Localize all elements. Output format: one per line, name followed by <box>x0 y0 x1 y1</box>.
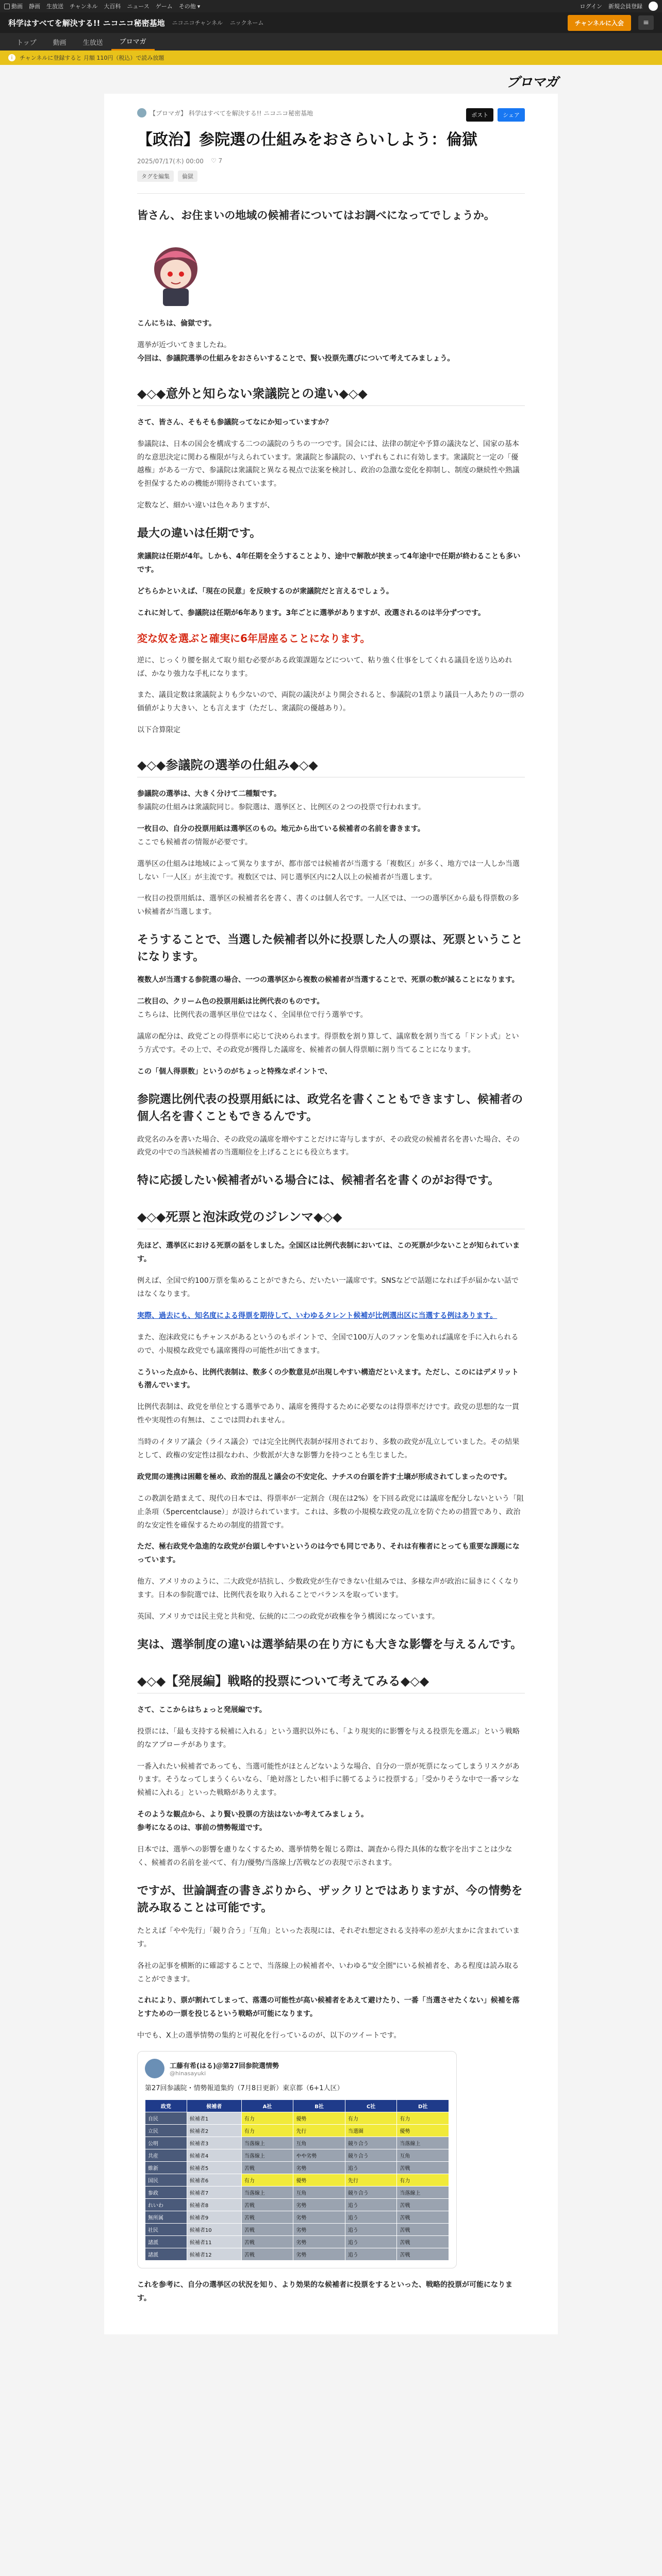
table-row <box>145 2149 449 2161</box>
table-cell: 国民 <box>145 2174 187 2186</box>
emphasis-heading: 最大の違いは任期です。 <box>137 527 261 540</box>
paragraph: 政党間の連携は困難を極め、政治的混乱と議会の不安定化、ナチスの台頭を許す土壌が形成されてしまったのです。 <box>137 1472 511 1481</box>
menu-icon[interactable]: ≡ <box>638 15 654 30</box>
channel-avatar[interactable] <box>137 108 146 117</box>
channel-title[interactable]: 科学はすべてを解決する!! ニコニコ秘密基地 <box>8 18 165 28</box>
share-facebook-button[interactable]: シェア <box>498 108 525 122</box>
channel-subtitle: ニコニコチャンネル <box>172 20 223 26</box>
table-cell: 候補者6 <box>187 2174 241 2186</box>
paragraph: こういった点から、比例代表制は、数多くの少数意見が出現しやすい構造だといえます。ただし、このにはデメリットも潜んでいます。 <box>137 1368 519 1390</box>
paragraph: 投票には、「最も支持する候補に入れる」という選択以外にも、「より現実的に影響を与える投票先を選ぶ」という戦略的なアプローチがあります。 <box>137 1727 520 1749</box>
paragraph: 当時のイタリア議会（ライス議会）では完全比例代表制が採用されており、多数の政党が乱立していました。その結果として、政権の安定性は損なわれ、少数派が大きな影響力を持つことも生じました。 <box>137 1438 520 1460</box>
poll-header-cell: C社 <box>345 2099 397 2112</box>
table-cell: 追う <box>345 2211 397 2223</box>
emphasis-heading: ですが、世論調査の書きぶりから、ザックリとではありますが、今の情勢を読み取ることは可能です。 <box>137 1884 523 1914</box>
paragraph: これに対して、参議院は任期が6年あります。3年ごとに選挙がありますが、改選されるのは半分ずつです。 <box>137 608 485 617</box>
table-cell: 候補者3 <box>187 2137 241 2149</box>
share-x-button[interactable]: ポスト <box>466 108 493 122</box>
global-nav-dic[interactable] <box>104 2 121 10</box>
article-card <box>104 94 558 2334</box>
poll-table-head <box>145 2099 449 2112</box>
article-channel-label[interactable]: 【ブロマガ】 科学はすべてを解決する!! ニコニコ秘密基地 <box>150 109 313 117</box>
paragraph: さて、ここからはちょっと発展編です。 <box>137 1705 267 1714</box>
table-cell: 競り合う <box>345 2149 397 2161</box>
paragraph: 逆に、じっくり腰を据えて取り組む必要がある政策課題などについて、粘り強く仕事をしてくれる議員を送り込めれば、かなり強力な手札になります。 <box>137 656 512 678</box>
table-cell: 当落線上 <box>241 2186 293 2198</box>
table-cell: 当落線上 <box>397 2186 449 2198</box>
embed-author-handle[interactable]: @hinasayuki <box>170 2070 206 2077</box>
table-cell: 有力 <box>397 2112 449 2124</box>
info-icon: i <box>8 54 15 61</box>
like-count-value: 7 <box>218 157 223 164</box>
poll-header-cell: B社 <box>293 2099 345 2112</box>
paragraph: 先ほど、選挙区における死票の話をしました。全国区は比例代表制においては、この死票が少ないことが知られています。 <box>137 1242 520 1264</box>
like-count[interactable] <box>211 157 222 164</box>
global-nav-label: ニュース <box>127 3 150 10</box>
global-top-bar <box>0 0 662 12</box>
section-heading: ◆◇◆死票と泡沫政党のジレンマ◆◇◆ <box>137 1207 525 1229</box>
table-cell: 劣勢 <box>293 2161 345 2174</box>
embed-header <box>145 2059 449 2078</box>
emphasis-heading: 特に応援したい候補者がいる場合には、候補者名を書くのがお得です。 <box>137 1174 500 1188</box>
table-row <box>145 2248 449 2260</box>
emphasis-heading: 参院選比例代表の投票用紙には、政党名を書くこともできますし、候補者の個人名を書くこともできるんです。 <box>137 1093 523 1123</box>
table-cell: 有力 <box>241 2112 293 2124</box>
table-cell: 苦戦 <box>397 2248 449 2260</box>
poll-header-cell: 政党 <box>145 2099 187 2112</box>
poll-header-cell: 候補者 <box>187 2099 241 2112</box>
paragraph: これを参考に、自分の選挙区の状況を知り、より効果的な候補者に投票をするといった、戦略的投票が可能になります。 <box>137 2280 512 2302</box>
table-cell: 互角 <box>293 2137 345 2149</box>
table-cell: 劣勢 <box>293 2198 345 2211</box>
paragraph: また、泡沫政党にもチャンスがあるというのもポイントで、全国で100万人のファンを集めれば議席を手に入れられるので、小規模な政党でも議席獲得の可能性が出てきます。 <box>137 1333 519 1355</box>
paragraph: 比例代表制は、政党を単位とする選挙であり、議席を獲得するために必要なのは得票率だけです。政党の思想的な一貫性や実現性の有無は、ここでは問われません。 <box>137 1403 519 1425</box>
channel-header <box>0 12 662 33</box>
paragraph: どちらかといえば、「現在の民意」を反映するのが衆議院だと言えるでしょう。 <box>137 587 393 596</box>
table-cell: 諸派 <box>145 2235 187 2248</box>
heart-icon: ♡ <box>210 157 219 164</box>
paragraph: 英国、アメリカでは民主党と共和党、伝統的に二つの政党が政権を争う構図になっています。 <box>137 1613 439 1621</box>
chevron-down-icon: ▾ <box>197 3 201 10</box>
poll-header-row <box>145 2099 449 2112</box>
table-cell: 候補者9 <box>187 2211 241 2223</box>
emphasis-heading: そうすることで、当選した候補者以外に投票した人の票は、死票ということになります。 <box>137 934 523 964</box>
red-emphasis: 変な奴を選ぶと確実に6年居座ることになります。 <box>137 632 371 645</box>
table-row <box>145 2174 449 2186</box>
table-cell: 先行 <box>293 2124 345 2137</box>
brand-row <box>104 65 558 94</box>
table-cell: 優勢 <box>293 2112 345 2124</box>
paragraph: 議席の配分は、政党ごとの得票率に応じて決められます。得票数を割り算して、議席数を割り当てる「ドント式」という方式です。その上で、その政党が獲得した議席を、候補者の個人得票順に割り当てることになります。 <box>137 1032 519 1054</box>
tab-top[interactable]: トップ <box>16 39 37 47</box>
table-cell: 劣勢 <box>293 2235 345 2248</box>
table-cell: 追う <box>345 2235 397 2248</box>
paragraph: これにより、票が割れてしまって、落選の可能性が高い候補者をあえて避けたり、一番「当選させたくない」候補を落とすための一票を投じるという戦略が可能になります。 <box>137 1996 520 2019</box>
paragraph: 各社の記事を横断的に確認することで、当落線上の候補者や、いわゆる"安全圏"にいる候補者を、ある程度は読み取ることができます。 <box>137 1961 519 1984</box>
paragraph: 一枚目の、自分の投票用紙は選挙区のもの。地元から出ている候補者の名前を書きます。 ここでも候補者の情報が必要です。 <box>137 824 425 846</box>
global-nav-label: 動画 <box>11 3 23 10</box>
register-link[interactable]: 新規会員登録 <box>608 3 642 10</box>
table-cell: 苦戦 <box>397 2235 449 2248</box>
table-cell: 苦戦 <box>397 2198 449 2211</box>
paragraph: 中でも、X上の選挙情勢の集約と可視化を行っているのが、以下のツイートです。 <box>137 2031 401 2040</box>
table-cell: 競り合う <box>345 2137 397 2149</box>
paragraph: また、議員定数は衆議院よりも少ないので、両院の議決がより開会されると、参議院の1票より議員一人あたりの一票の価値がより大きい、とも言えます（ただし、衆議院の優越あり）。 <box>137 691 524 713</box>
table-cell: 苦戦 <box>241 2235 293 2248</box>
article-body <box>137 317 525 2306</box>
embed-author <box>170 2060 279 2077</box>
paragraph: 一番入れたい候補者であっても、当選可能性がほとんどないような場合、自分の一票が死票になってしまうリスクがあります。そうなってしまうくらいなら、「絶対落としたい相手に勝てるように投票する」「受かりそうな中で一番マシな候補に入れる」といった戦略がありえます。 <box>137 1762 520 1798</box>
table-cell: 共産 <box>145 2149 187 2161</box>
table-cell: 諸派 <box>145 2248 187 2260</box>
article-title: 【政治】参院選の仕組みをおさらいしよう：倫獄 <box>137 131 477 149</box>
table-cell: 優勢 <box>293 2174 345 2186</box>
paragraph: この教訓を踏まえて、現代の日本では、得票率が一定割合（現在は2%）を下回る政党には議席を配分しないという「阻止条項（5percentclause）」が設けられています。これは、多数の小規模な政党の乱立を防ぐための措置であり、政治的な安定性を確保するための制度的措置です。 <box>137 1494 524 1530</box>
channel-nav <box>0 33 662 50</box>
global-nav-label: ゲーム <box>155 3 173 10</box>
paragraph: 例えば、全国で約100万票を集めることができたら、だいたい一議席です。SNSなどで話題になれば手が届かない話ではなくなります。 <box>137 1277 519 1298</box>
table-cell: 有力 <box>345 2112 397 2124</box>
table-cell: 公明 <box>145 2137 187 2149</box>
channel-nickname: ニックネーム <box>229 20 264 26</box>
table-cell: 苦戦 <box>241 2211 293 2223</box>
table-cell: 無所属 <box>145 2211 187 2223</box>
table-cell: 候補者4 <box>187 2149 241 2161</box>
embed-text: 第27回参議院・情勢報道集約（7月8日更新）東京都（6+1人区） <box>145 2084 344 2093</box>
table-row <box>145 2235 449 2248</box>
section-heading: ◆◇◆参議院の選挙の仕組み◆◇◆ <box>137 755 525 777</box>
tab-video[interactable]: 動画 <box>53 39 67 47</box>
table-cell: 当落線上 <box>241 2137 293 2149</box>
table-cell: 当落線上 <box>397 2137 449 2149</box>
paragraph: 選挙が近づいてきましたね。 今回は、参議院選挙の仕組みをおさらいすることで、賢い投票先選びについて考えてみましょう。 <box>137 341 455 363</box>
table-cell: 候補者10 <box>187 2223 241 2235</box>
paragraph: 二枚目の、クリーム色の投票用紙は比例代表のものです。 こちらは、比例代表の選挙区単位ではなく、全国単位で行う選挙です。 <box>137 997 368 1019</box>
table-cell: やや劣勢 <box>293 2149 345 2161</box>
global-nav-live[interactable] <box>46 2 63 10</box>
table-cell: 当落線上 <box>241 2149 293 2161</box>
table-cell: 苦戦 <box>241 2161 293 2174</box>
table-cell: 先行 <box>345 2174 397 2186</box>
paragraph: 定数など、細かい違いは色々ありますが、 <box>137 501 274 510</box>
paragraph: 一枚目の投票用紙は、選挙区の候補者名を書く、書くのは個人名です。一人区では、一つの選挙区から最も得票数の多い候補者が当選します。 <box>137 894 519 917</box>
global-nav-news[interactable] <box>127 2 149 10</box>
paragraph: 複数人が当選する参院選の場合、一つの選挙区から複数の候補者が当選することで、死票の数が減ることになります。 <box>137 976 519 985</box>
table-cell: 候補者11 <box>187 2235 241 2248</box>
table-cell: 苦戦 <box>241 2248 293 2260</box>
emphasis-heading: 実は、選挙制度の違いは選挙結果の在り方にも大きな影響を与えるんです。 <box>137 1638 522 1651</box>
table-cell: 互角 <box>293 2186 345 2198</box>
table-cell: 有力 <box>241 2124 293 2137</box>
table-cell: 追う <box>345 2161 397 2174</box>
table-cell: 自民 <box>145 2112 187 2124</box>
table-cell: 候補者8 <box>187 2198 241 2211</box>
table-cell: 候補者12 <box>187 2248 241 2260</box>
global-nav-label: チャンネル <box>70 3 98 10</box>
join-channel-button[interactable]: チャンネルに入会 <box>568 15 631 31</box>
paragraph: 他方、アメリカのように、二大政党が拮抗し、少数政党が生存できない仕組みでは、多様な声が政治に届きにくくなります。日本の参院選では、比例代表を取り入れることでバランスを取っています。 <box>137 1578 520 1600</box>
banner-text: チャンネルに登録すると 月額 110円（税込）で読み放題 <box>20 55 164 61</box>
table-cell: 苦戦 <box>397 2161 449 2174</box>
tab-live[interactable]: 生放送 <box>82 39 103 47</box>
paragraph: 日本では、選挙への影響を慮りなくするため、選挙情勢を報じる際は、調査から得た具体的な数字を出すことは少なく、候補者の名前を並べて、有力/優勢/当落線上/苦戦などの表現で示されます。 <box>137 1845 512 1867</box>
table-cell: 社民 <box>145 2223 187 2235</box>
poll-header-cell: D社 <box>397 2099 449 2112</box>
table-cell: 追う <box>345 2248 397 2260</box>
table-cell: 立民 <box>145 2124 187 2137</box>
global-nav-douga[interactable] <box>4 2 23 10</box>
page-body <box>0 65 662 2334</box>
table-cell: 苦戦 <box>397 2211 449 2223</box>
table-row <box>145 2211 449 2223</box>
global-nav-seiga[interactable] <box>29 2 40 10</box>
global-nav-label: 大百科 <box>104 3 121 10</box>
table-cell: 劣勢 <box>293 2211 345 2223</box>
table-cell: 候補者1 <box>187 2112 241 2124</box>
table-cell: 劣勢 <box>293 2223 345 2235</box>
login-link[interactable]: ログイン <box>580 3 602 10</box>
paragraph: 衆議院は任期が4年。しかも、4年任期を全うすることより、途中で解散が挟まって4年途中で任期が終わることも多いです。 <box>137 552 521 574</box>
paragraph: 以下合算限定 <box>137 726 180 735</box>
global-nav-other[interactable] <box>179 2 201 10</box>
table-cell: 候補者5 <box>187 2161 241 2174</box>
table-cell: 優勢 <box>397 2124 449 2137</box>
table-cell: 追う <box>345 2198 397 2211</box>
paragraph: 実際、過去にも、知名度による得票を期待して、いわゆるタレント候補が比例選出区に当選する例はあります。 <box>137 1311 498 1320</box>
poll-summary-table <box>145 2099 449 2261</box>
article-date: 2025/07/17(木) 00:00 <box>137 157 204 165</box>
table-cell: 苦戦 <box>241 2198 293 2211</box>
paragraph: 政党名のみを書いた場合、その政党の議席を増やすことだけに寄与しますが、その政党の候補者名を書いた場合、その政党の中での当該候補者の当選順位を上げることにも役立ちます。 <box>137 1135 520 1157</box>
section-heading: ◆◇◆【発展編】戦略的投票について考えてみる◆◇◆ <box>137 1671 525 1693</box>
tag-item[interactable]: 倫獄 <box>178 171 197 182</box>
tab-blomaga[interactable]: ブロマガ <box>111 33 155 50</box>
global-nav-label: 生放送 <box>46 3 63 10</box>
embed-avatar[interactable] <box>145 2059 164 2078</box>
table-cell: れいわ <box>145 2198 187 2211</box>
paragraph: この「個人得票数」というのがちょっと特殊なポイントで、 <box>137 1067 332 1076</box>
paragraph: 参議院は、日本の国会を構成する二つの議院のうちの一つです。国会には、法律の制定や予算の議決など、国家の基本的な意思決定に関わる権限が与えられています。衆議院と参議院の、いずれもこれに有効します。衆議院と一定の「優越権」がある一方で、参議院は衆議院と異なる視点で法案を検討し、政治の急激な変化を抑制し、制度の継続性や熟議を担保するための機能が期待されています。 <box>137 439 520 488</box>
divider <box>137 193 525 194</box>
paragraph: 選挙区の仕組みは地域によって異なりますが、都市部では候補者が当選する「複数区」が多く、地方では一人しか当選しない「一人区」が主流です。複数区では、同じ選挙区内に2人以上の候補者が当選します。 <box>137 859 520 882</box>
table-row <box>145 2124 449 2137</box>
account-toggle-icon[interactable] <box>649 2 658 11</box>
section-heading: ◆◇◆意外と知らない衆議院との違い◆◇◆ <box>137 383 525 406</box>
article-lead: 皆さん、お住まいの地域の候補者についてはお調べになってでしょうか。 <box>137 209 495 222</box>
table-cell: 苦戦 <box>397 2223 449 2235</box>
table-cell: 競り合う <box>345 2186 397 2198</box>
table-cell: 候補者7 <box>187 2186 241 2198</box>
table-row <box>145 2137 449 2149</box>
table-cell: 有力 <box>241 2174 293 2186</box>
character-illustration <box>137 233 214 310</box>
paragraph: そのような観点から、より賢い投票の方法はないか考えてみましょう。 参考になるのは、事前の情勢報道です。 <box>137 1810 368 1833</box>
embed-author-name[interactable]: 工藤有希(はる)＠第27回参院選情勢 <box>170 2062 279 2071</box>
subscription-banner[interactable] <box>0 50 662 65</box>
blomaga-logo[interactable]: ブロマガ <box>506 75 558 90</box>
paragraph: さて、皆さん、そもそも参議院ってなにか知っていますか？ <box>137 418 333 427</box>
global-nav-channel[interactable] <box>70 2 97 10</box>
table-row <box>145 2186 449 2198</box>
table-cell: 互角 <box>397 2149 449 2161</box>
embedded-post[interactable] <box>137 2051 457 2268</box>
edit-tags-button[interactable]: タグを編集 <box>137 171 174 182</box>
table-row <box>145 2112 449 2124</box>
table-cell: 追う <box>345 2223 397 2235</box>
table-cell: 劣勢 <box>293 2248 345 2260</box>
tag-list <box>137 171 525 182</box>
play-icon <box>4 4 10 9</box>
table-row <box>145 2198 449 2211</box>
paragraph: ただ、極右政党や急進的な政党が台頭しやすいというのは今でも同じであり、それは有権者にとっても重要な課題になっています。 <box>137 1543 520 1565</box>
global-nav-label: 静画 <box>29 3 40 10</box>
table-row <box>145 2161 449 2174</box>
table-cell: 当選圏 <box>345 2124 397 2137</box>
paragraph: こんにちは、倫獄です。 <box>137 319 216 328</box>
global-nav-label: その他 <box>178 3 196 10</box>
poll-header-cell: A社 <box>241 2099 293 2112</box>
table-row <box>145 2223 449 2235</box>
table-cell: 維新 <box>145 2161 187 2174</box>
poll-table-body <box>145 2112 449 2260</box>
table-cell: 苦戦 <box>241 2223 293 2235</box>
paragraph: たとえば「やや先行」「競り合う」「互角」といった表現には、それぞれ想定される支持率の差が大まかに含まれています。 <box>137 1926 520 1948</box>
paragraph: 参議院の選挙は、大きく分けて二種類です。 参議院の仕組みは衆議院同じ。参院選は、選挙区と、比例区の２つの投票で行われます。 <box>137 790 425 811</box>
table-cell: 有力 <box>397 2174 449 2186</box>
article-meta <box>137 157 525 165</box>
table-cell: 候補者2 <box>187 2124 241 2137</box>
global-nav-game[interactable] <box>156 2 173 10</box>
table-cell: 参政 <box>145 2186 187 2198</box>
